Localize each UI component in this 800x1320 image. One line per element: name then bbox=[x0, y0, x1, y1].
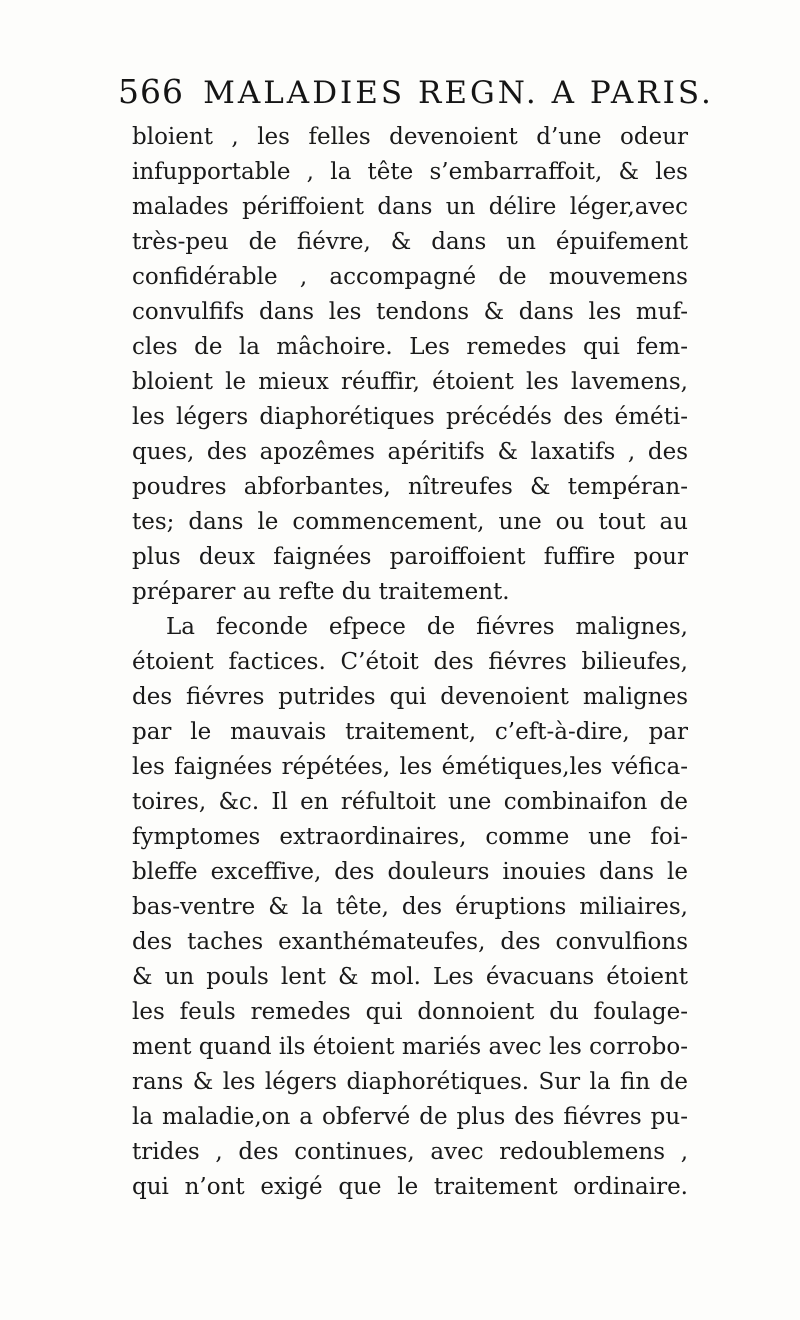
text-line: très-peu de fiévre, & dans un épuifement bbox=[132, 229, 688, 255]
text-line: bas-ventre & la tête, des éruptions miliaires, bbox=[132, 894, 688, 920]
text-line: rans & les légers diaphorétiques. Sur la fin de bbox=[132, 1069, 688, 1095]
text-line: les légers diaphorétiques précédés des éméti- bbox=[132, 404, 688, 430]
text-line: fymptomes extraordinaires, comme une foi- bbox=[132, 824, 688, 850]
running-title: MALADIES REGN. A PARIS. bbox=[203, 75, 714, 111]
text-line: plus deux faignées paroiffoient fuffire pour bbox=[132, 544, 688, 570]
paragraph-first-line: La feconde efpece de fiévres malignes, bbox=[166, 614, 688, 640]
text-line: convulfifs dans les tendons & dans les muf- bbox=[132, 299, 688, 325]
text-line: ques, des apozêmes apéritifs & laxatifs , des bbox=[132, 439, 688, 465]
text-line: cles de la mâchoire. Les remedes qui fem- bbox=[132, 334, 688, 360]
text-line: bloient , les felles devenoient d’une odeur bbox=[132, 124, 688, 150]
text-line: étoient factices. C’étoit des fiévres bilieufes, bbox=[132, 649, 688, 675]
text-line: les feuls remedes qui donnoient du foulage- bbox=[132, 999, 688, 1025]
text-line: toires, &c. Il en réfultoit une combinaifon de bbox=[132, 789, 688, 815]
text-line: la maladie,on a obfervé de plus des fiévres pu- bbox=[132, 1104, 688, 1130]
text-line: bloient le mieux réuffir, étoient les lavemens, bbox=[132, 369, 688, 395]
text-line: les faignées répétées, les émétiques,les véfica- bbox=[132, 754, 688, 780]
text-line: des fiévres putrides qui devenoient malignes bbox=[132, 684, 688, 710]
text-line: confidérable , accompagné de mouvemens bbox=[132, 264, 688, 290]
text-line: préparer au refte du traitement. bbox=[132, 579, 510, 605]
text-line: poudres abforbantes, nîtreufes & tempéran- bbox=[132, 474, 688, 500]
page-number: 566 bbox=[118, 72, 184, 111]
text-line: tes; dans le commencement, une ou tout au bbox=[132, 509, 688, 535]
text-line: qui n’ont exigé que le traitement ordinaire. bbox=[132, 1174, 688, 1200]
text-line: ment quand ils étoient mariés avec les corrobo- bbox=[132, 1034, 688, 1060]
text-line: infupportable , la tête s’embarraffoit, & les bbox=[132, 159, 688, 185]
text-line: trides , des continues, avec redoublemens , bbox=[132, 1139, 688, 1165]
text-line: par le mauvais traitement, c’eft-à-dire, par bbox=[132, 719, 688, 745]
text-line: bleffe exceffive, des douleurs inouies dans le bbox=[132, 859, 688, 885]
text-line: & un pouls lent & mol. Les évacuans étoient bbox=[132, 964, 688, 990]
text-line: malades périffoient dans un délire léger,avec bbox=[132, 194, 688, 220]
page-header bbox=[118, 72, 714, 124]
text-line: des taches exanthémateufes, des convulfions bbox=[132, 929, 688, 955]
